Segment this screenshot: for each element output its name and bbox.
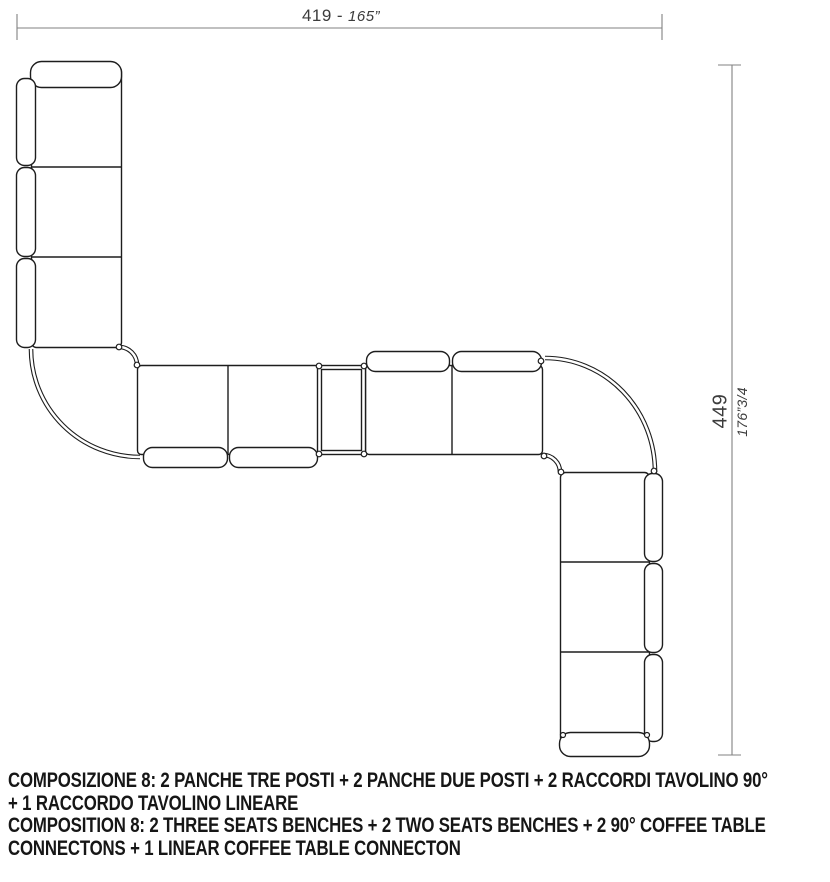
backrest-cushion [645, 474, 663, 562]
bench-seat [32, 67, 122, 348]
dimension-width-inches: 165” [348, 8, 381, 25]
bench-end-cushion [31, 62, 122, 88]
connector-90-bottom-left [31, 347, 140, 457]
two-seat-bench-left [138, 366, 320, 468]
backrest-cushion [17, 259, 36, 348]
dimension-width-cm: 419 [301, 6, 332, 25]
dimension-width-separator: - [336, 6, 344, 25]
caption-line-italian-2: + 1 RACCORDO TAVOLINO LINEARE [8, 791, 299, 815]
three-seat-bench-right [560, 473, 663, 757]
dimension-height-cm: 449 [709, 393, 732, 429]
backrest-cushion [17, 168, 36, 257]
dimension-width-label [302, 6, 380, 26]
backrest-cushion [645, 564, 663, 653]
linear-coffee-table-connector [318, 366, 366, 455]
bench-end-cushion [560, 733, 650, 757]
dimension-height-inches: 176”3/4 [734, 387, 750, 437]
bench-seat [561, 473, 650, 743]
connector-90-top-right [543, 358, 655, 472]
backrest-cushion [230, 448, 318, 468]
backrest-cushion [453, 352, 542, 372]
caption-line-italian-1: COMPOSIZIONE 8: 2 PANCHE TRE POSTI + 2 PANCHE DUE POSTI + 2 RACCORDI TAVOLINO 90° [8, 769, 768, 792]
bench-seat [366, 366, 543, 455]
backrest-cushion [645, 655, 663, 742]
composition-caption [8, 770, 830, 860]
two-seat-bench-right [366, 352, 543, 455]
backrest-cushion [17, 79, 36, 166]
three-seat-bench-left [17, 62, 122, 348]
backrest-cushion [367, 352, 450, 372]
caption-line-english-2: CONNECTONS + 1 LINEAR COFFEE TABLE CONNECTON [8, 836, 461, 860]
caption-line-english-1: COMPOSITION 8: 2 THREE SEATS BENCHES + 2 TWO SEATS BENCHES + 2 90° COFFEE TABLE [8, 814, 766, 837]
backrest-cushion [144, 448, 228, 468]
